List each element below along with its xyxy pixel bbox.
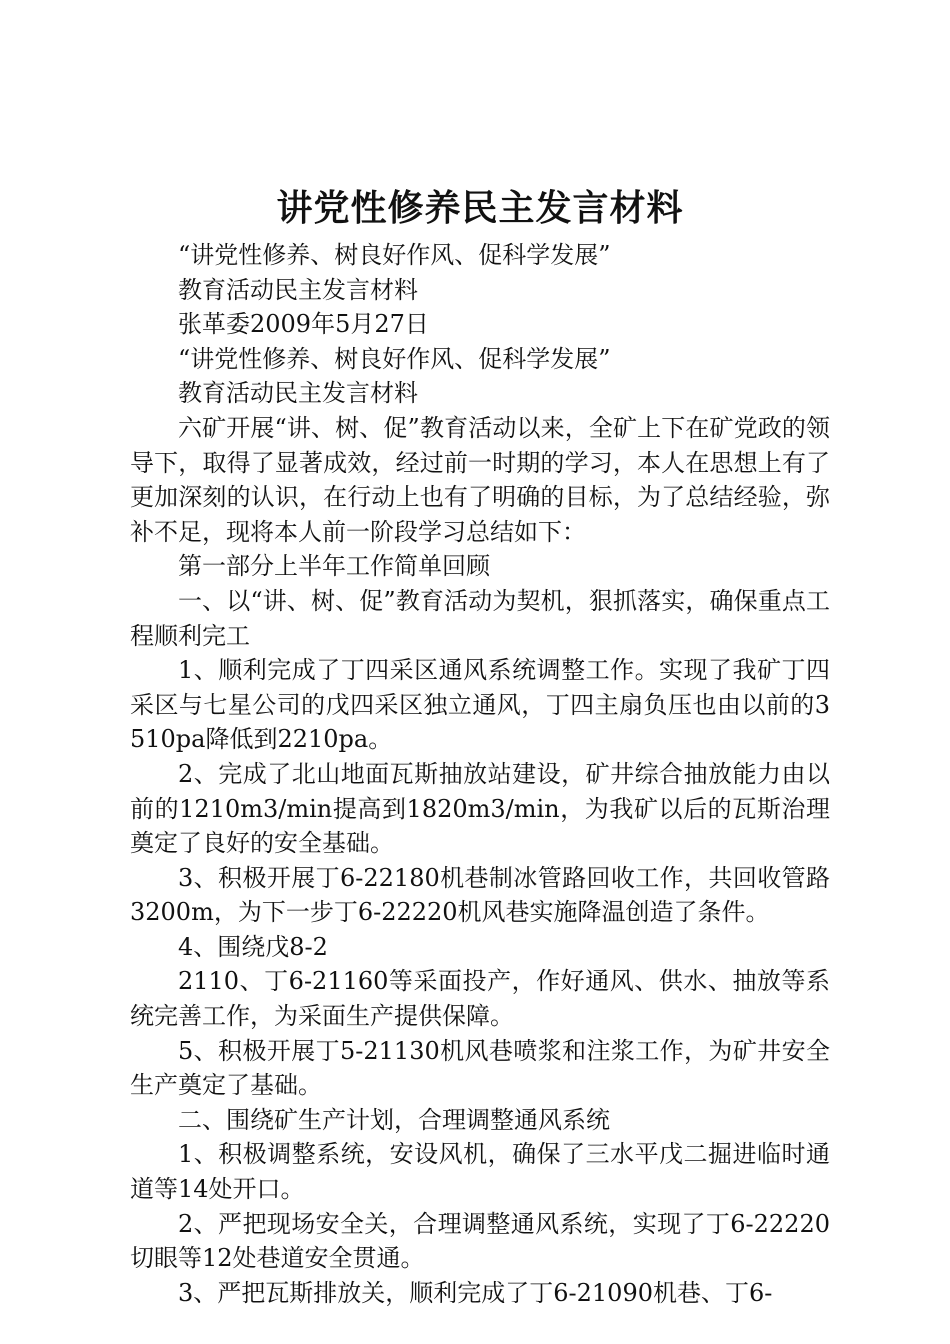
paragraph-intro: 六矿开展“讲、树、促”教育活动以来，全矿上下在矿党政的领导下，取得了显著成效，经过前一时期的学习，本人在思想上有了更加深刻的认识，在行动上也有了明确的目标，为了总结经验，弥补不足，现将本人前一阶段学习总结如下： bbox=[130, 413, 830, 546]
list-item: 5、积极开展丁5-21130机风巷喷浆和注浆工作，为矿井安全生产奠定了基础。 bbox=[130, 1036, 830, 1100]
document-title: 讲党性修养民主发言材料 bbox=[276, 187, 684, 229]
paragraph-subtitle-1: 教育活动民主发言材料 bbox=[178, 275, 418, 304]
list-item: 1、积极调整系统，安设风机，确保了三水平戊二掘进临时通道等14处开口。 bbox=[130, 1140, 830, 1204]
list-item: 3、积极开展丁6-22180机巷制冰管路回收工作，共回收管路3200m，为下一步丁6-22220机风巷实施降温创造了条件。 bbox=[130, 863, 830, 927]
list-item: 1、顺利完成了丁四采区通风系统调整工作。实现了我矿丁四采区与七星公司的戊四采区独立通风，丁四主扇负压也由以前的3510pa降低到2210pa。 bbox=[130, 656, 830, 754]
list-item: 2110、丁6-21160等采面投产，作好通风、供水、抽放等系统完善工作，为采面生产提供保障。 bbox=[130, 967, 830, 1031]
list-item: 2、严把现场安全关，合理调整通风系统，实现了丁6-22220切眼等12处巷道安全贯通。 bbox=[130, 1209, 830, 1273]
list-item: 2、完成了北山地面瓦斯抽放站建设，矿井综合抽放能力由以前的1210m3/min提高到1820m3/min，为我矿以后的瓦斯治理奠定了良好的安全基础。 bbox=[130, 759, 830, 858]
paragraph-subtitle-2: 教育活动民主发言材料 bbox=[178, 379, 418, 408]
paragraph-slogan-2: “讲党性修养、树良好作风、促科学发展” bbox=[178, 344, 611, 373]
paragraph-author-date: 张革委2009年5月27日 bbox=[178, 310, 429, 339]
list-item: 4、围绕戊8-2 bbox=[178, 932, 328, 961]
section-heading-one: 一、以“讲、树、促”教育活动为契机，狠抓落实，确保重点工程顺利完工 bbox=[130, 586, 830, 650]
list-item: 3、严把瓦斯排放关，顺利完成了丁6-21090机巷、丁6- bbox=[178, 1278, 773, 1307]
document-page bbox=[130, 180, 830, 1310]
paragraph-slogan-1: “讲党性修养、树良好作风、促科学发展” bbox=[178, 241, 611, 269]
section-heading-two: 二、围绕矿生产计划，合理调整通风系统 bbox=[178, 1105, 610, 1134]
section-heading-part-one: 第一部分上半年工作简单回顾 bbox=[178, 552, 490, 581]
